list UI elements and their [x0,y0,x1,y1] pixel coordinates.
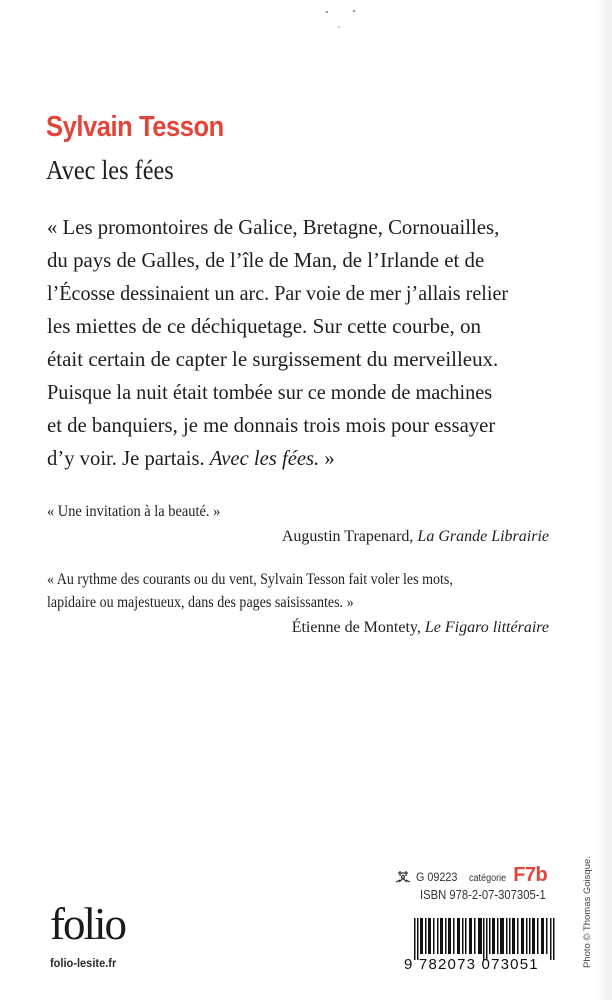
catalog-info [395,866,547,884]
review-quote: lapidaire ou majestueux, dans des pages saisissantes. » [47,594,354,611]
excerpt-text: d’y voir. Je partais. [47,446,210,470]
excerpt-paragraph [47,211,567,475]
review-source: Le Figaro littéraire [424,619,549,636]
category-value: F7b [513,864,548,886]
publisher-website: folio-lesite.fr [50,956,117,970]
review-quote: « Une invitation à la beauté. » [47,503,221,520]
book-title: Avec les fées [46,155,174,185]
catalog-code: G 09223 [416,870,458,884]
barcode-digits: 9 782073 073051 [404,956,539,973]
review-author: Étienne de Montety, [291,619,425,636]
excerpt-line: Puisque la nuit était tombée sur ce monde de machines [47,380,493,404]
photo-credit: Photo © Thomas Goisque. [582,856,593,968]
excerpt-line: l’Écosse dessinaient un arc. Par voie de mer j’allais relier [47,281,509,305]
excerpt-line: « Les promontoires de Galice, Bretagne, Cornouailles, [47,215,500,239]
registration-marks [320,8,360,38]
excerpt-line-last [47,442,546,475]
excerpt-line: était certain de capter le surgissement du merveilleux. [47,347,499,371]
author-name: Sylvain Tesson [46,111,224,143]
review-author: Augustin Trapenard, [281,528,418,545]
excerpt-italic-title: Avec les fées. [209,446,320,470]
folio-logo: folio [50,899,125,949]
gallimard-seal-icon [395,870,411,884]
review-quote: « Au rythme des courants ou du vent, Sylvain Tesson fait voler les mots, [47,571,453,588]
excerpt-line: et de banquiers, je me donnais trois mois pour essayer [47,413,496,437]
mark-dot [326,11,328,13]
barcode [414,918,556,960]
excerpt-line: du pays de Galles, de l’île de Man, de l’Irlande et de [47,248,485,272]
category-label: catégorie [469,873,507,884]
isbn: ISBN 978-2-07-307305-1 [420,888,546,902]
mark-dot [338,26,340,28]
review-source: La Grande Librairie [417,528,549,545]
review-attribution [292,619,549,637]
excerpt-line: les miettes de ce déchiquetage. Sur cette courbe, on [47,314,482,338]
mark-dot [353,10,355,12]
review-attribution [282,528,549,546]
excerpt-closing-quote: » [319,446,335,470]
